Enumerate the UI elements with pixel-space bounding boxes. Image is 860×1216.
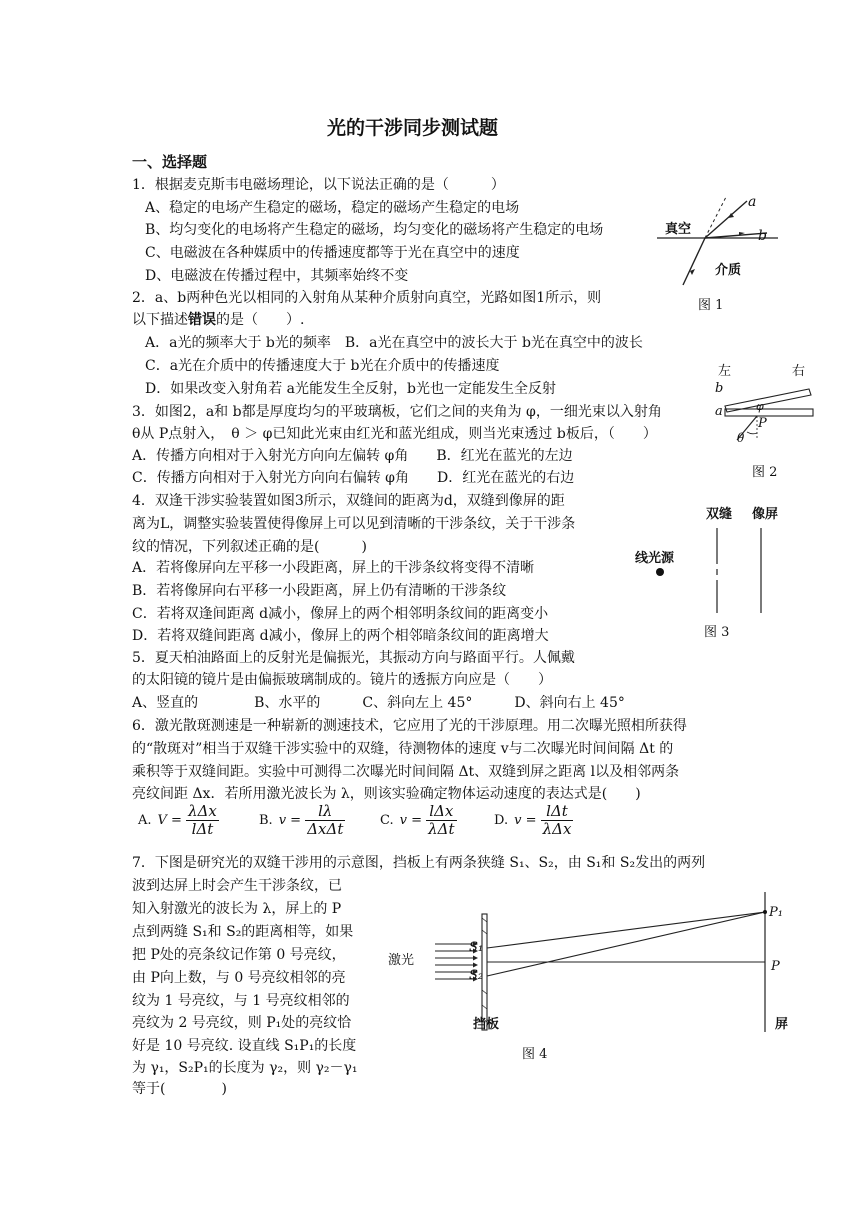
q6-line1: 6．激光散斑测速是一种崭新的测速技术，它应用了光的干涉原理。用二次曝光照相所获得 (132, 718, 687, 734)
fig2-right-label: 右 (792, 364, 806, 379)
fig4-p-label: P (771, 959, 780, 974)
q1-option-a: A、稳定的电场产生稳定的磁场，稳定的磁场产生稳定的电场 (145, 200, 520, 216)
q4-stem-line2: 离为L，调整实验装置使得像屏上可以见到清晰的干涉条纹，关于干涉条 (132, 516, 576, 532)
q5-options: A、竖直的 B、水平的 C、斜向左上 45° D、斜向右上 45° (132, 695, 625, 711)
q1-option-d: D、电磁波在传播过程中，其频率始终不变 (145, 268, 409, 284)
q7-text-line: 为 γ₁，S₂P₁的长度为 γ₂，则 γ₂－γ₁ (132, 1060, 358, 1076)
fig2-phi-label: φ (756, 400, 764, 413)
fig2-caption: 图 2 (752, 465, 778, 480)
q3-option-ab: A．传播方向相对于入射光方向向左偏转 φ角 B．红光在蓝光的左边 (132, 448, 573, 464)
q5-stem-line2: 的太阳镜的镜片是由偏振玻璃制成的。镜片的透振方向应是（ ） (132, 672, 552, 688)
q1-option-c: C、电磁波在各种媒质中的传播速度都等于光在真空中的速度 (145, 245, 520, 261)
page-title: 光的干涉同步测试题 (327, 117, 499, 139)
q2-option-c: C．a光在介质中的传播速度大于 b光在介质中的传播速度 (145, 358, 500, 374)
q7-text-line: 知入射激光的波长为 λ，屏上的 P (132, 901, 342, 917)
fig4-s2-label: S₂ (469, 968, 484, 983)
fig3-caption: 图 3 (704, 625, 730, 640)
fig2-theta-label: θ (737, 431, 745, 445)
q3-stem-line2: θ从 P点射入， θ ＞ φ已知此光束由红光和蓝光组成，则当光束透过 b板后，（ ） (132, 426, 657, 442)
q7-text-line: 纹为 1 号亮纹，与 1 号亮纹相邻的 (132, 993, 350, 1009)
q7-text-line: 等于( ) (132, 1081, 227, 1097)
q1-option-b: B、均匀变化的电场将产生稳定的磁场，均匀变化的磁场将产生稳定的电场 (145, 222, 604, 238)
fig4-screen-label: 屏 (775, 1017, 789, 1032)
fig1-medium-label: 介质 (715, 263, 742, 278)
fig2-p-label: P (758, 416, 767, 431)
q4-stem-line3: 纹的情况，下列叙述正确的是( ) (132, 539, 367, 555)
fig3-slit-label: 双缝 (706, 507, 733, 522)
q2-option-d: D．如果改变入射角若 a光能发生全反射，b光也一定能发生全反射 (145, 381, 556, 397)
q1-stem: 1．根据麦克斯韦电磁场理论，以下说法正确的是（ ） (132, 177, 505, 193)
fig4-p1-label: P₁ (769, 905, 783, 920)
fig3-source-label: 线光源 (635, 551, 675, 566)
q7-text-line: 亮纹为 2 号亮纹，则 P₁处的亮纹恰 (132, 1015, 352, 1031)
q4-option-a: A．若将像屏向左平移一小段距离，屏上的干涉条纹将变得不清晰 (132, 560, 535, 576)
fig4-laser-label: 激光 (388, 953, 415, 968)
q6-option-b: B. v = $\frac{l\lambda}{\text{ΔxΔt}}$ (259, 802, 344, 838)
q4-option-b: B．若将像屏向右平移一小段距离，屏上仍有清晰的干涉条纹 (132, 583, 507, 599)
q3-stem-line1: 3．如图2，a和 b都是厚度均匀的平玻璃板，它们之间的夹角为 φ，一细光束以入射角 (132, 404, 662, 420)
q6-option-c: C. v = $\frac{\text{lΔx}}{\text{λΔt}}$ (380, 802, 455, 838)
fig2-left-label: 左 (718, 364, 732, 379)
q7-text-line: 点到两缝 S₁和 S₂的距离相等，如果 (132, 924, 354, 940)
fig2-plate-a-label: a (715, 404, 723, 419)
q4-option-c: C．若将双逢间距离 d减小，像屏上的两个相邻明条纹间的距离变小 (132, 606, 549, 622)
q7-line1: 7．下图是研究光的双缝干涉用的示意图，挡板上有两条狭缝 S₁、S₂，由 S₁和 S₂发出的两列 (132, 855, 706, 871)
q4-stem-line1: 4．双逢干涉实验装置如图3所示，双缝间的距离为d，双缝到像屏的距 (132, 493, 565, 509)
q6-option-d: D. v = $\frac{\text{lΔt}}{\text{λΔx}}$ (494, 802, 572, 838)
q6-line3: 乘积等于双缝间距。实验中可测得二次曝光时间间隔 Δt、双缝到屏之距离 l以及相邻两条 (132, 764, 680, 780)
fig1-caption: 图 1 (698, 298, 724, 313)
fig1-ray-a-label: a (748, 194, 757, 210)
q2-stem-line1: 2．a、b两种色光以相同的入射角从某种介质射向真空，光路如图1所示，则 (132, 290, 602, 306)
q6-line4: 亮纹间距 Δx．若所用激光波长为 λ，则该实验确定物体运动速度的表达式是( ) (132, 786, 641, 802)
fig2-plate-b-label: b (715, 381, 724, 396)
q7-text-line: 波到达屏上时会产生干涉条纹，已 (132, 878, 342, 894)
section-heading: 一、选择题 (132, 153, 208, 171)
q2-option-ab: A．a光的频率大于 b光的频率 B．a光在真空中的波长大于 b光在真空中的波长 (145, 335, 643, 351)
q6-option-a: A. V = $\frac{\text{λΔx}}{\text{lΔt}}$ (138, 802, 217, 838)
figure-3 (640, 525, 770, 615)
q7-text-line: 把 P处的亮条纹记作第 0 号亮纹， (132, 947, 346, 963)
q3-option-cd: C．传播方向相对于入射光方向向右偏转 φ角 D．红光在蓝光的右边 (132, 470, 575, 486)
q7-text-line: 好是 10 号亮纹. 设直线 S₁P₁的长度 (132, 1038, 357, 1054)
fig4-baffle-label: 挡板 (473, 1017, 500, 1032)
fig4-caption: 图 4 (522, 1047, 548, 1062)
q2-stem-line2: 以下描述错误的是（ ）. (132, 312, 305, 328)
q7-text-line: 由 P向上数，与 0 号亮纹相邻的亮 (132, 970, 346, 986)
q6-line2: 的“散斑对”相当于双缝干涉实验中的双缝，待测物体的速度 v与二次曝光时间间隔 Δt 的 (132, 741, 674, 757)
figure-4 (380, 890, 800, 1035)
fig1-vacuum-label: 真空 (665, 222, 692, 237)
q4-option-d: D．若将双缝间距离 d减小，像屏上的两个相邻暗条纹间的距离增大 (132, 628, 549, 644)
fig3-screen-label: 像屏 (752, 507, 779, 522)
fig4-s1-label: S₁ (469, 940, 484, 955)
fig1-ray-b-label: b (758, 228, 767, 244)
q5-stem-line1: 5．夏天柏油路面上的反射光是偏振光，其振动方向与路面平行。人佩戴 (132, 650, 575, 666)
